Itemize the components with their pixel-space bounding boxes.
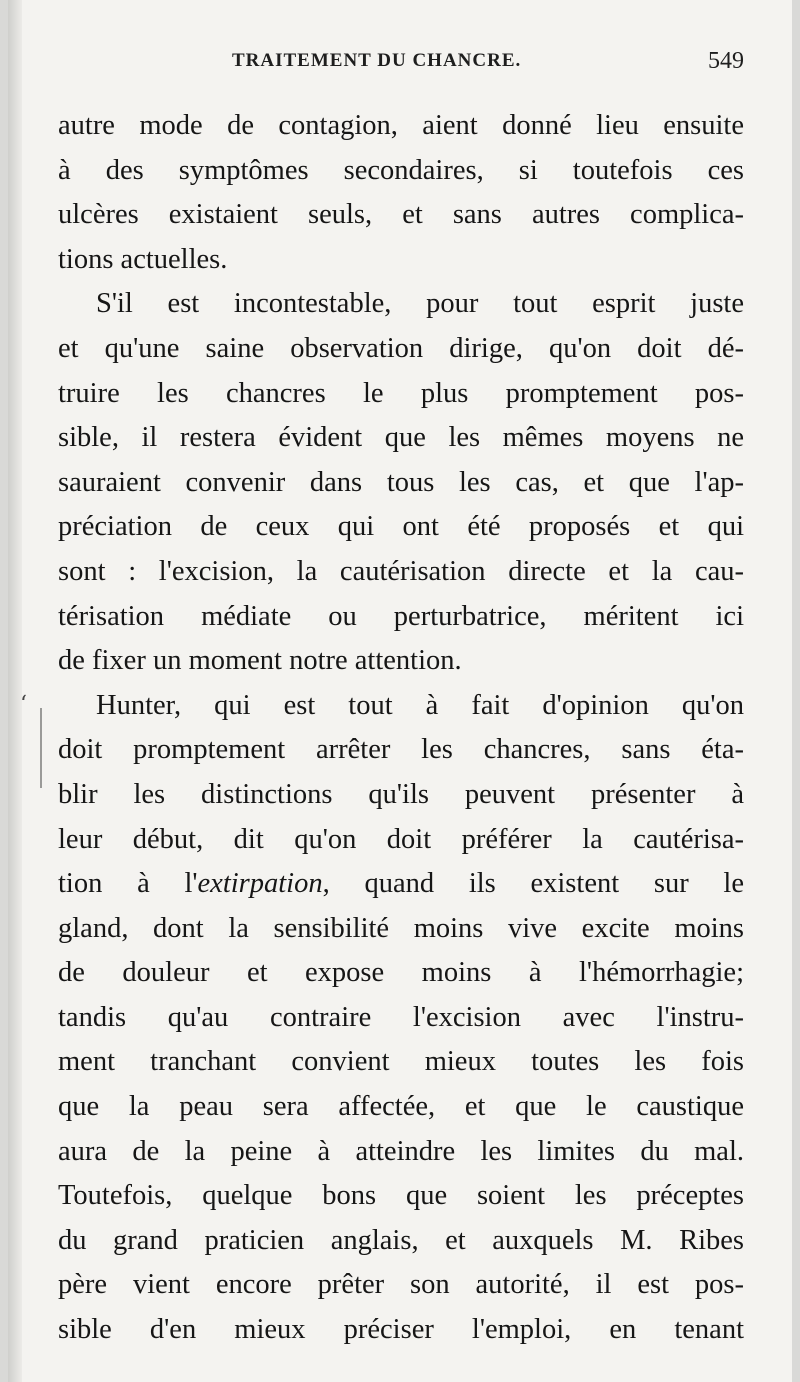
text-line: sont : l'excision, la cautérisation directe et la cau- <box>58 555 744 587</box>
text-line: sible, il restera évident que les mêmes moyens ne <box>58 422 744 454</box>
page-number: 549 <box>708 48 744 74</box>
page-header <box>8 50 792 80</box>
text-segment: , quand ils existent sur le <box>322 868 745 900</box>
text-segment: tion à l' <box>58 868 198 900</box>
italic-term: extirpation <box>197 868 323 900</box>
text-line: à des symptômes secondaires, si toutefois ces <box>58 154 744 186</box>
margin-pencil-stroke <box>40 708 42 788</box>
text-line: que la peau sera affectée, et que le caustique <box>58 1091 744 1123</box>
text-line: de douleur et expose moins à l'hémorrhagie; <box>58 957 744 989</box>
text-line: aura de la peine à atteindre les limites du mal. <box>58 1135 744 1167</box>
paragraph-start-line: Hunter, qui est tout à fait d'opinion qu'on <box>96 689 744 721</box>
text-line: doit promptement arrêter les chancres, sans éta- <box>58 734 744 766</box>
text-line: autre mode de contagion, aient donné lieu ensuite <box>58 110 744 141</box>
running-head: TRAITEMENT DU CHANCRE. <box>232 50 522 71</box>
text-line: leur début, dit qu'on doit préférer la cautérisa- <box>58 823 744 855</box>
text-line: sauraient convenir dans tous les cas, et que l'ap- <box>58 466 744 498</box>
text-line: ment tranchant convient mieux toutes les fois <box>58 1046 744 1078</box>
text-line: blir les distinctions qu'ils peuvent présenter à <box>58 778 744 810</box>
text-line: sible d'en mieux préciser l'emploi, en tenant <box>58 1314 744 1346</box>
text-line: père vient encore prêter son autorité, il est pos- <box>58 1269 744 1301</box>
text-line: du grand praticien anglais, et auxquels M. Ribes <box>58 1224 744 1256</box>
paragraph-start-line: S'il est incontestable, pour tout esprit juste <box>96 288 744 320</box>
text-line: truire les chancres le plus promptement pos- <box>58 377 744 409</box>
margin-annotation-mark: ‘ <box>20 692 27 717</box>
text-line: tandis qu'au contraire l'excision avec l'instru- <box>58 1001 744 1033</box>
text-line: préciation de ceux qui ont été proposés et qui <box>58 511 744 543</box>
text-line: de fixer un moment notre attention. <box>58 645 462 677</box>
text-line: ulcères existaient seuls, et sans autres complica- <box>58 199 744 231</box>
text-line: tions actuelles. <box>58 243 228 275</box>
text-line: Toutefois, quelque bons que soient les préceptes <box>58 1180 744 1212</box>
text-line: gland, dont la sensibilité moins vive excite moins <box>58 912 744 944</box>
page-gutter <box>8 0 22 1382</box>
text-line-with-italic <box>58 862 744 907</box>
text-line: et qu'une saine observation dirige, qu'on doit dé- <box>58 332 744 364</box>
text-line: térisation médiate ou perturbatrice, méritent ici <box>58 600 744 632</box>
book-page <box>8 0 792 1382</box>
body-text <box>58 104 744 1353</box>
